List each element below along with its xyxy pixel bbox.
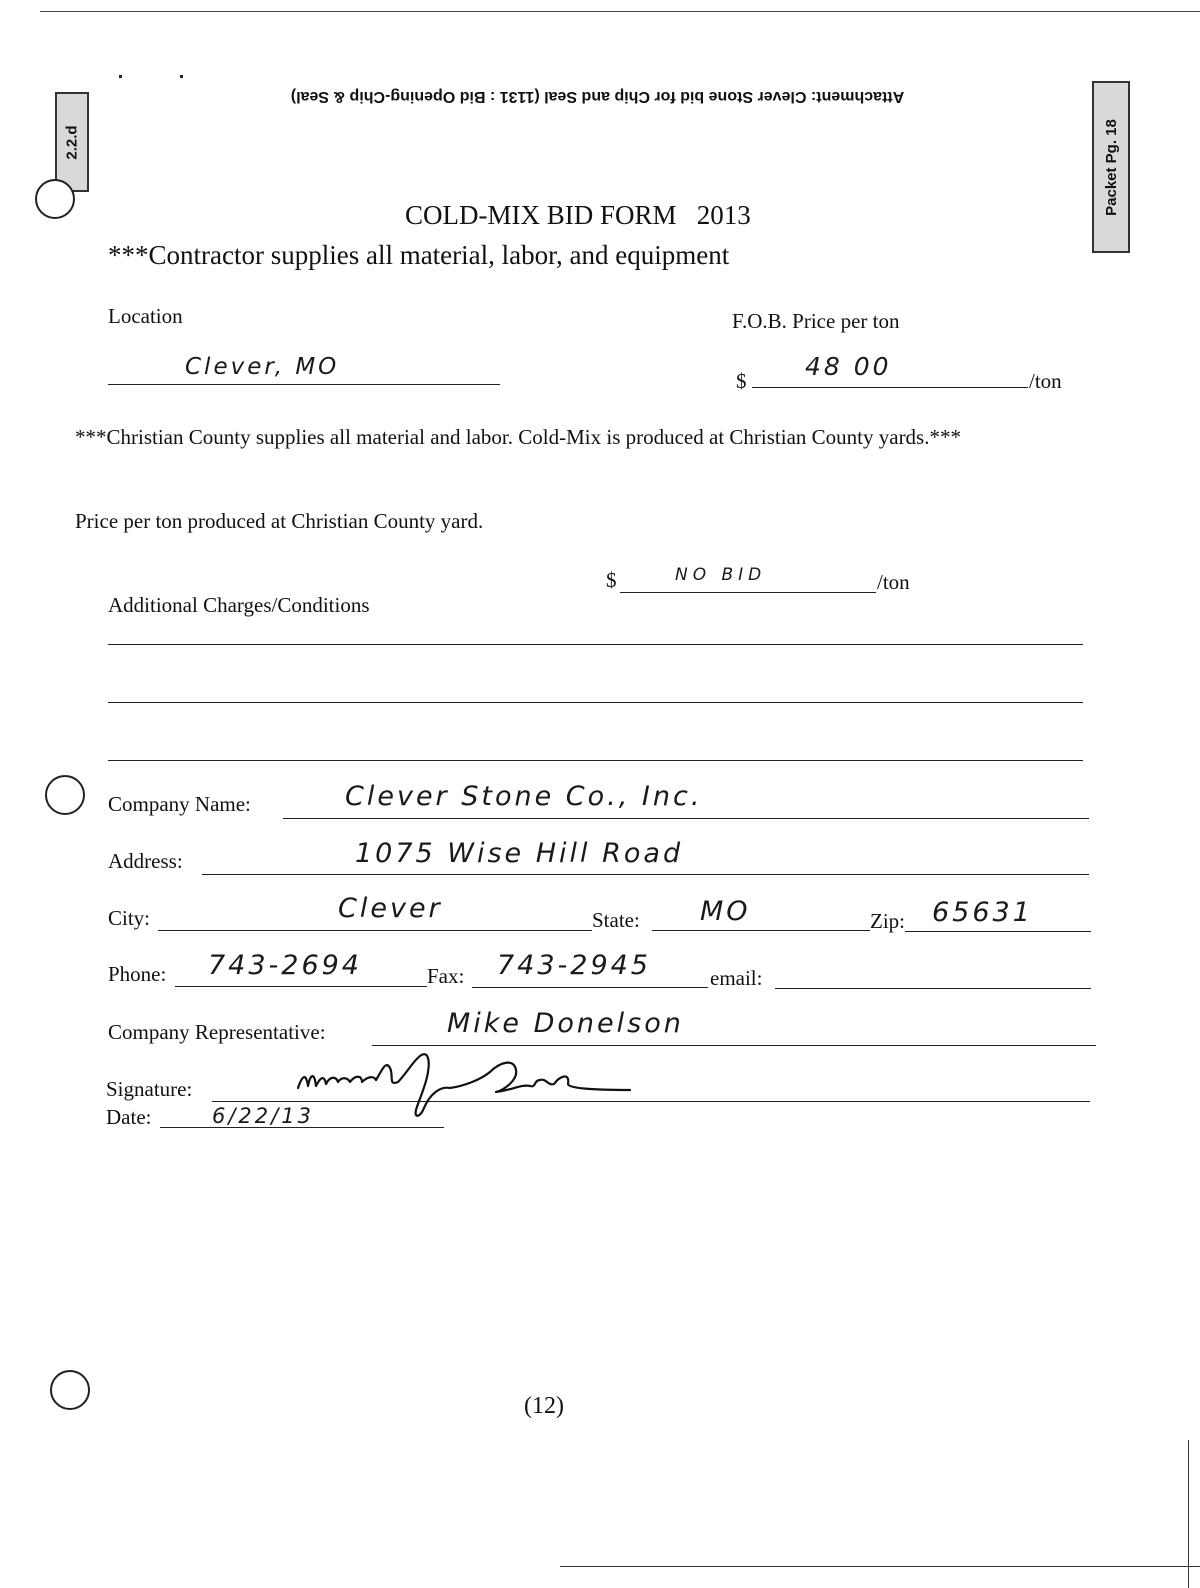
address-line bbox=[202, 874, 1089, 875]
county-price-line bbox=[620, 592, 876, 593]
date-line bbox=[160, 1127, 444, 1128]
address-value: 1075 Wise Hill Road bbox=[355, 838, 684, 869]
address-label: Address: bbox=[108, 849, 183, 873]
phone-line bbox=[175, 986, 427, 987]
rep-value: Mike Donelson bbox=[447, 1008, 684, 1039]
county-price-unit: /ton bbox=[877, 570, 910, 594]
phone-label: Phone: bbox=[108, 962, 167, 986]
location-value: Clever, MO bbox=[185, 354, 340, 380]
county-price-currency: $ bbox=[606, 568, 617, 592]
fax-value: 743-2945 bbox=[497, 950, 651, 981]
scan-speck bbox=[180, 75, 183, 78]
location-line bbox=[108, 384, 500, 385]
state-value: MO bbox=[700, 896, 751, 927]
county-price-label: Price per ton produced at Christian County yard. bbox=[75, 509, 484, 533]
phone-value: 743-2694 bbox=[208, 950, 362, 981]
punch-hole-top bbox=[35, 179, 75, 219]
company-name-label: Company Name: bbox=[108, 792, 251, 816]
additional-line-3 bbox=[108, 760, 1083, 761]
form-subtitle: ***Contractor supplies all material, labor, and equipment bbox=[108, 240, 730, 270]
additional-charges-label: Additional Charges/Conditions bbox=[108, 593, 370, 617]
side-tag-left: 2.2.d bbox=[55, 92, 89, 192]
additional-line-1 bbox=[108, 644, 1083, 645]
city-line bbox=[158, 930, 592, 931]
scan-right-border bbox=[1188, 1440, 1189, 1588]
company-name-line bbox=[283, 818, 1089, 819]
state-label: State: bbox=[592, 908, 640, 932]
fob-label: F.O.B. Price per ton bbox=[732, 309, 900, 333]
fax-label: Fax: bbox=[427, 964, 465, 988]
city-value: Clever bbox=[338, 893, 443, 924]
date-value: 6/22/13 bbox=[212, 1104, 314, 1128]
fax-line bbox=[472, 987, 708, 988]
fob-currency: $ bbox=[736, 369, 747, 393]
date-label: Date: bbox=[106, 1105, 152, 1129]
form-title: COLD-MIX BID FORM 2013 bbox=[405, 200, 751, 230]
side-tag-right: Packet Pg. 18 bbox=[1092, 81, 1130, 253]
company-name-value: Clever Stone Co., Inc. bbox=[345, 781, 703, 812]
punch-hole-bottom bbox=[50, 1370, 90, 1410]
zip-value: 65631 bbox=[932, 897, 1033, 928]
attachment-header: Attachment: Clever Stone bid for Chip and Seal (1131 : Bid Opening-Chip & Seal) bbox=[290, 88, 905, 105]
zip-label: Zip: bbox=[870, 909, 905, 933]
email-label: email: bbox=[710, 966, 763, 990]
location-label: Location bbox=[108, 304, 183, 328]
handwritten-signature bbox=[290, 1046, 650, 1132]
county-price-value: NO BID bbox=[675, 565, 767, 585]
city-label: City: bbox=[108, 906, 151, 930]
signature-label: Signature: bbox=[106, 1077, 193, 1101]
rep-label: Company Representative: bbox=[108, 1020, 326, 1044]
zip-line bbox=[905, 931, 1091, 932]
email-line bbox=[775, 988, 1091, 989]
scan-speck bbox=[119, 75, 122, 78]
fob-unit: /ton bbox=[1029, 369, 1062, 393]
county-note: ***Christian County supplies all material and labor. Cold-Mix is produced at Christian County yards.*** bbox=[75, 425, 961, 449]
page-number: (12) bbox=[524, 1393, 564, 1419]
additional-line-2 bbox=[108, 702, 1083, 703]
fob-price-value: 48 00 bbox=[805, 352, 892, 381]
scan-bottom-border bbox=[560, 1566, 1200, 1567]
punch-hole-middle bbox=[45, 775, 85, 815]
scan-top-border bbox=[40, 11, 1200, 12]
fob-line bbox=[752, 387, 1028, 388]
state-line bbox=[652, 930, 870, 931]
